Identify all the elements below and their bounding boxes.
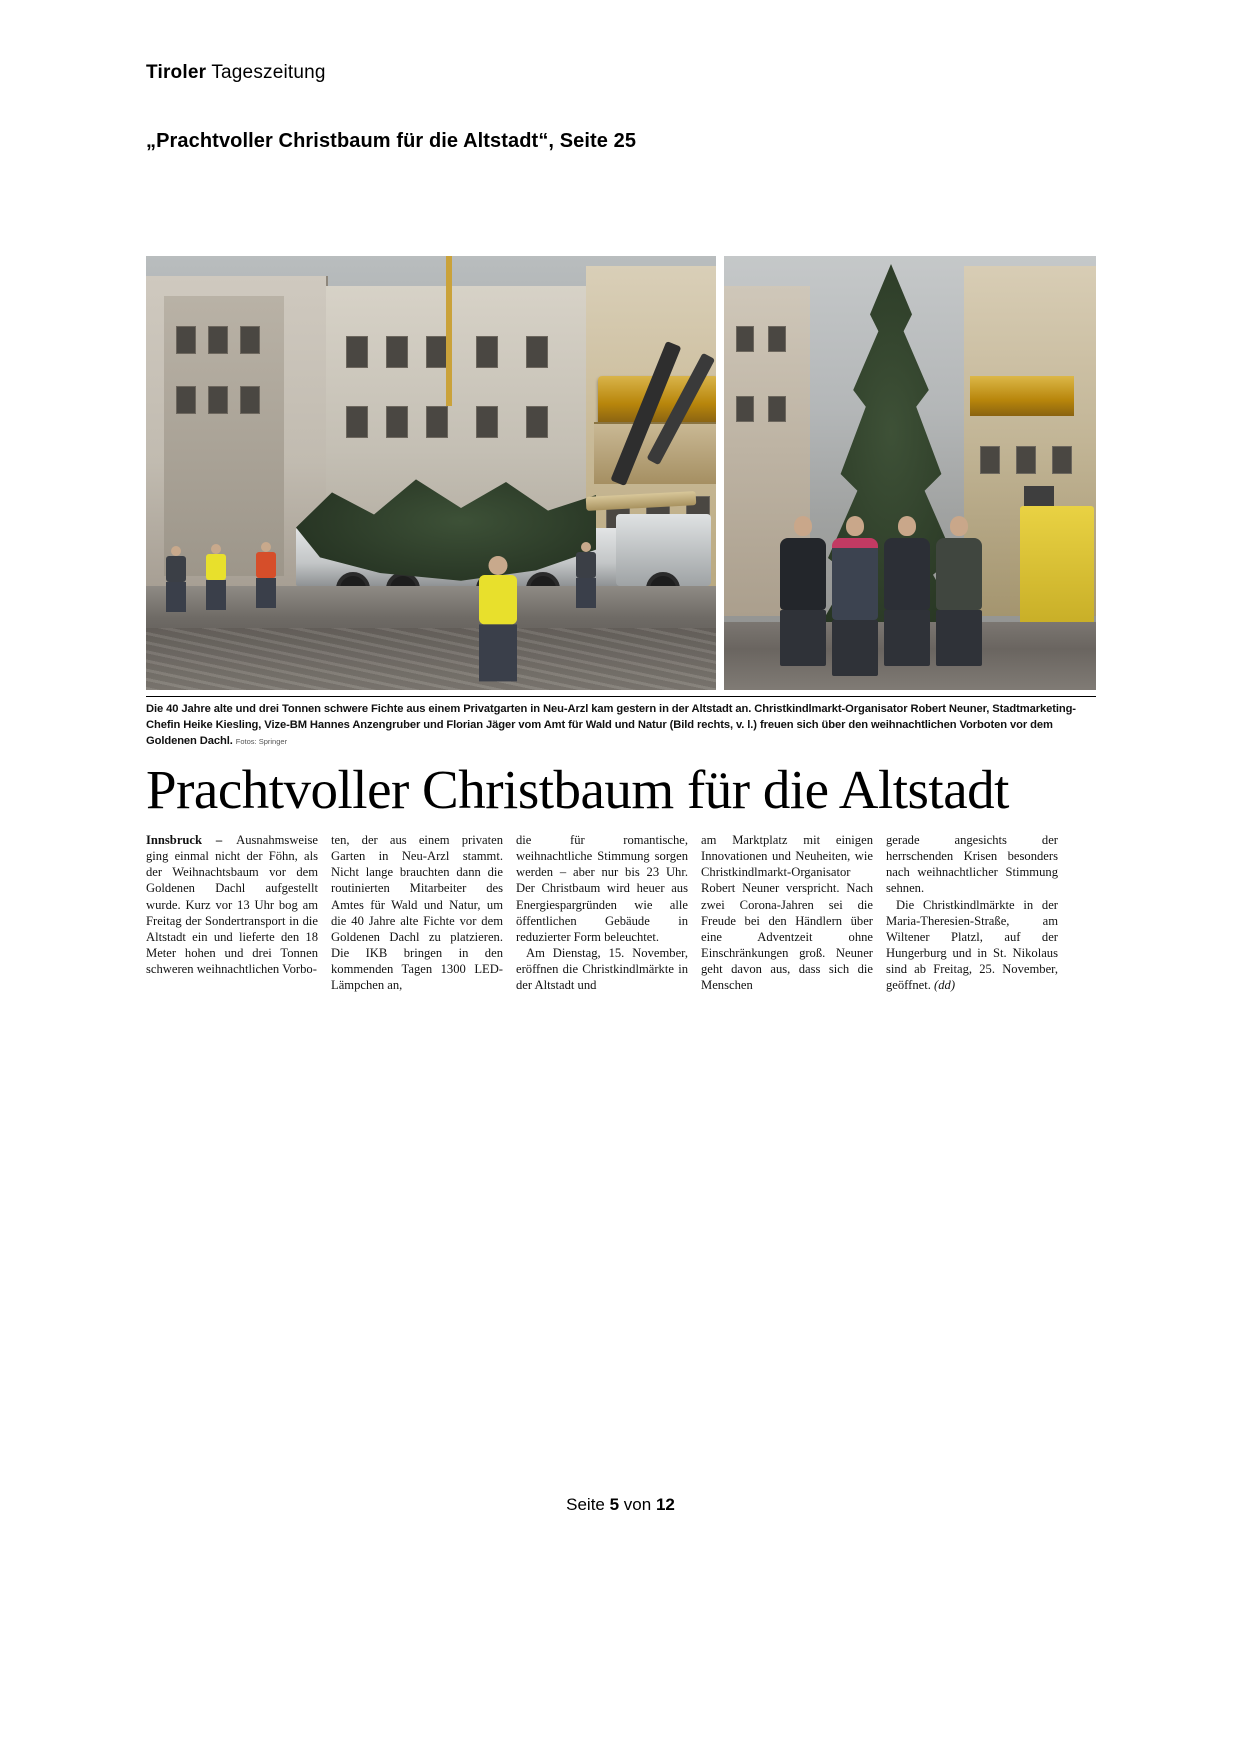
- masthead: [146, 62, 326, 84]
- window: [426, 406, 448, 438]
- window: [980, 446, 1000, 474]
- window: [346, 406, 368, 438]
- window: [240, 326, 260, 354]
- golden-roof: [970, 376, 1074, 416]
- window: [476, 336, 498, 368]
- masthead-suffix: Tageszeitung: [206, 62, 326, 83]
- window: [768, 326, 786, 352]
- person-hannes-anzengruber: [884, 516, 930, 666]
- article-column-4: [701, 832, 873, 994]
- window: [736, 396, 754, 422]
- paragraph: am Marktplatz mit einigen Innovationen und Neuheiten, wie Christkindlmarkt-Organisator Robert Neuner verspricht. Nach zwei Corona-Jahren sei die Freude bei den Händlern über eine Adventzeit ohne Einschränkungen groß. Neuner geht davon aus, dass sich die Menschen: [701, 832, 873, 993]
- page-title: „Prachtvoller Christbaum für die Altstadt“, Seite 25: [146, 130, 637, 152]
- cobblestone-pavement: [146, 628, 716, 690]
- caption-text: Die 40 Jahre alte und drei Tonnen schwere Fichte aus einem Privatgarten in Neu-Arzl kam gestern in der Altstadt an. Christkindlmarkt-Organisator Robert Neuner, Stadtmarketing-Chefin Heike Kiesling, Vize-BM Hannes Anzengruber und Florian Jäger vom Amt für Wald und Natur (Bild rechts, v. l.) freuen sich über den weihnachtlichen Vorboten vor dem Goldenen Dachl.: [146, 703, 1076, 747]
- window: [426, 336, 448, 368]
- paragraph: gerade angesichts der herrschenden Krisen besonders nach weihnachtlicher Stimmung sehnen.: [886, 832, 1058, 896]
- photo-credit: Fotos: Springer: [235, 736, 288, 746]
- window: [346, 336, 368, 368]
- author-initials: (dd): [934, 978, 956, 993]
- worker-foreground: [479, 556, 517, 681]
- person-robert-neuner: [780, 516, 826, 666]
- article-column-1: [146, 832, 318, 994]
- article-body: [146, 832, 1096, 994]
- photo-tree-transport: [146, 256, 716, 690]
- window: [1016, 446, 1036, 474]
- paragraph-text: Die Christkindlmärkte in der Maria-Theresien-Straße, am Wiltener Platzl, auf der Hungerburg und in St. Nikolaus sind ab Freitag, 25. November, geöffnet.: [886, 897, 1058, 993]
- footer-prefix: Seite: [566, 1495, 610, 1514]
- article-column-2: [331, 832, 503, 994]
- article-column-5: [886, 832, 1058, 994]
- paragraph: die für romantische, weihnachtliche Stimmung sorgen werden – aber nur bis 23 Uhr. Der Christbaum wird heuer aus Energiespargründen wie alle öffentlichen Gebäude in reduzierter Form beleuchtet.: [516, 832, 688, 944]
- worker: [206, 544, 226, 610]
- newspaper-clipping: [146, 256, 1096, 994]
- photo-caption: [146, 696, 1096, 750]
- window: [768, 396, 786, 422]
- person-florian-jaeger: [936, 516, 982, 666]
- window: [1052, 446, 1072, 474]
- window: [736, 326, 754, 352]
- window: [208, 386, 228, 414]
- window: [176, 326, 196, 354]
- window: [476, 406, 498, 438]
- page-footer: [0, 1495, 1241, 1515]
- worker: [166, 546, 186, 612]
- crane-truck: [1020, 506, 1094, 626]
- paragraph: ten, der aus einem privaten Garten in Neu-Arzl stammt. Nicht lange brauchten dann die routinierten Mitarbeiter des Amtes für Wald und Natur, um die 40 Jahre alte Fichte vor dem Goldenen Dachl zu platzieren. Die IKB bringen in den kommenden Tagen 1300 LED-Lämpchen an,: [331, 832, 503, 993]
- window: [386, 406, 408, 438]
- window: [526, 406, 548, 438]
- article-headline: Prachtvoller Christbaum für die Altstadt: [146, 758, 1009, 820]
- person-heike-kiesling: [832, 516, 878, 666]
- worker: [256, 542, 276, 608]
- photo-row: [146, 256, 1096, 690]
- footer-middle: von: [619, 1495, 656, 1514]
- article-column-3: [516, 832, 688, 994]
- window: [386, 336, 408, 368]
- window: [240, 386, 260, 414]
- footer-page-number: 5: [609, 1495, 620, 1514]
- window: [176, 386, 196, 414]
- footer-total-pages: 12: [655, 1495, 675, 1514]
- dateline: Innsbruck –: [146, 832, 237, 847]
- crane-mast: [446, 256, 452, 406]
- paragraph: [146, 832, 318, 978]
- paragraph: Am Dienstag, 15. November, eröffnen die Christkindlmärkte in der Altstadt und: [516, 946, 688, 993]
- window: [526, 336, 548, 368]
- worker: [576, 542, 596, 608]
- masthead-brand: Tiroler: [146, 62, 207, 83]
- window: [208, 326, 228, 354]
- paragraph-text: Ausnahmsweise ging einmal nicht der Föhn, als der Weihnachtsbaum vor dem Goldenen Dachl aufgestellt wurde. Kurz vor 13 Uhr bog am Freitag der Sondertransport in die Altstadt ein und lieferte den 18 Meter hohen und drei Tonnen schweren weihnachtlichen Vorbo-: [146, 832, 318, 977]
- photo-tree-with-people: [724, 256, 1096, 690]
- paragraph: [886, 897, 1058, 994]
